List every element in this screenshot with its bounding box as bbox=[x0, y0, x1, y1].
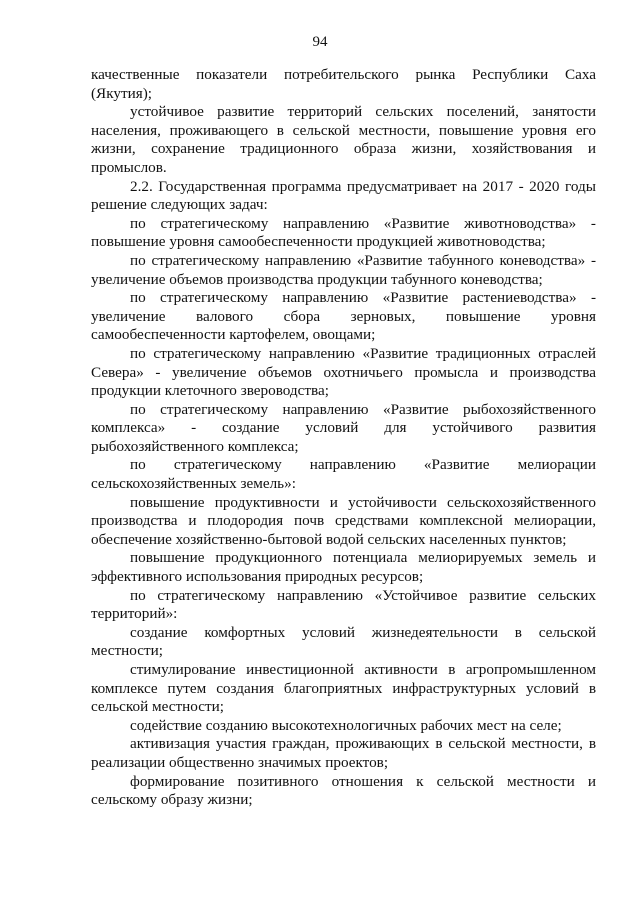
paragraph: 2.2. Государственная программа предусматривает на 2017 - 2020 годы решение следующих задач: bbox=[91, 177, 596, 214]
paragraph: повышение продукционного потенциала мелиорируемых земель и эффективного использования природных ресурсов; bbox=[91, 549, 596, 586]
paragraph: активизация участия граждан, проживающих в сельской местности, в реализации общественно значимых проектов; bbox=[91, 735, 596, 771]
paragraph: по стратегическому направлению «Развитие традиционных отраслей Севера» - увеличение объемов охотничьего промысла и производства продукции клеточного звероводства; bbox=[91, 344, 596, 400]
page-number: 94 bbox=[312, 34, 328, 50]
paragraph: создание комфортных условий жизнедеятельности в сельской местности; bbox=[91, 623, 596, 660]
paragraph: формирование позитивного отношения к сельской местности и сельскому образу жизни; bbox=[91, 772, 596, 809]
paragraph: по стратегическому направлению «Развитие табунного коневодства» - увеличение объемов производства продукции табунного коневодства; bbox=[91, 251, 596, 288]
paragraph: по стратегическому направлению «Развитие животноводства» - повышение уровня самообеспеченности продукцией животноводства; bbox=[91, 214, 596, 251]
paragraph: стимулирование инвестиционной активности в агропромышленном комплексе путем создания благоприятных инфраструктурных условий в сельской местности; bbox=[91, 661, 596, 716]
paragraph: качественные показатели потребительского рынка Республики Саха (Якутия); bbox=[91, 66, 596, 102]
paragraph: по стратегическому направлению «Устойчивое развитие сельских территорий»: bbox=[91, 586, 596, 623]
paragraph: по стратегическому направлению «Развитие рыбохозяйственного комплекса» - создание условий для устойчивого развития рыбохозяйственного комплекса; bbox=[91, 400, 596, 455]
paragraph: устойчивое развитие территорий сельских поселений, занятости населения, проживающего в сельской местности, повышение уровня его жизни, сохранение традиционного образа жизни, хозяйствования и промыслов. bbox=[91, 103, 596, 176]
document-body bbox=[91, 66, 596, 810]
paragraph: повышение продуктивности и устойчивости сельскохозяйственного производства и плодородия почв средствами комплексной мелиорации, обеспечение хозяйственно-бытовой водой сельских населенных пунктов; bbox=[91, 493, 596, 548]
paragraph: по стратегическому направлению «Развитие растениеводства» - увеличение валового сбора зерновых, повышение уровня самообеспеченности картофелем, овощами; bbox=[91, 289, 596, 344]
paragraph: по стратегическому направлению «Развитие мелиорации сельскохозяйственных земель»: bbox=[91, 456, 596, 493]
paragraph: содействие созданию высокотехнологичных рабочих мест на селе; bbox=[130, 716, 562, 734]
